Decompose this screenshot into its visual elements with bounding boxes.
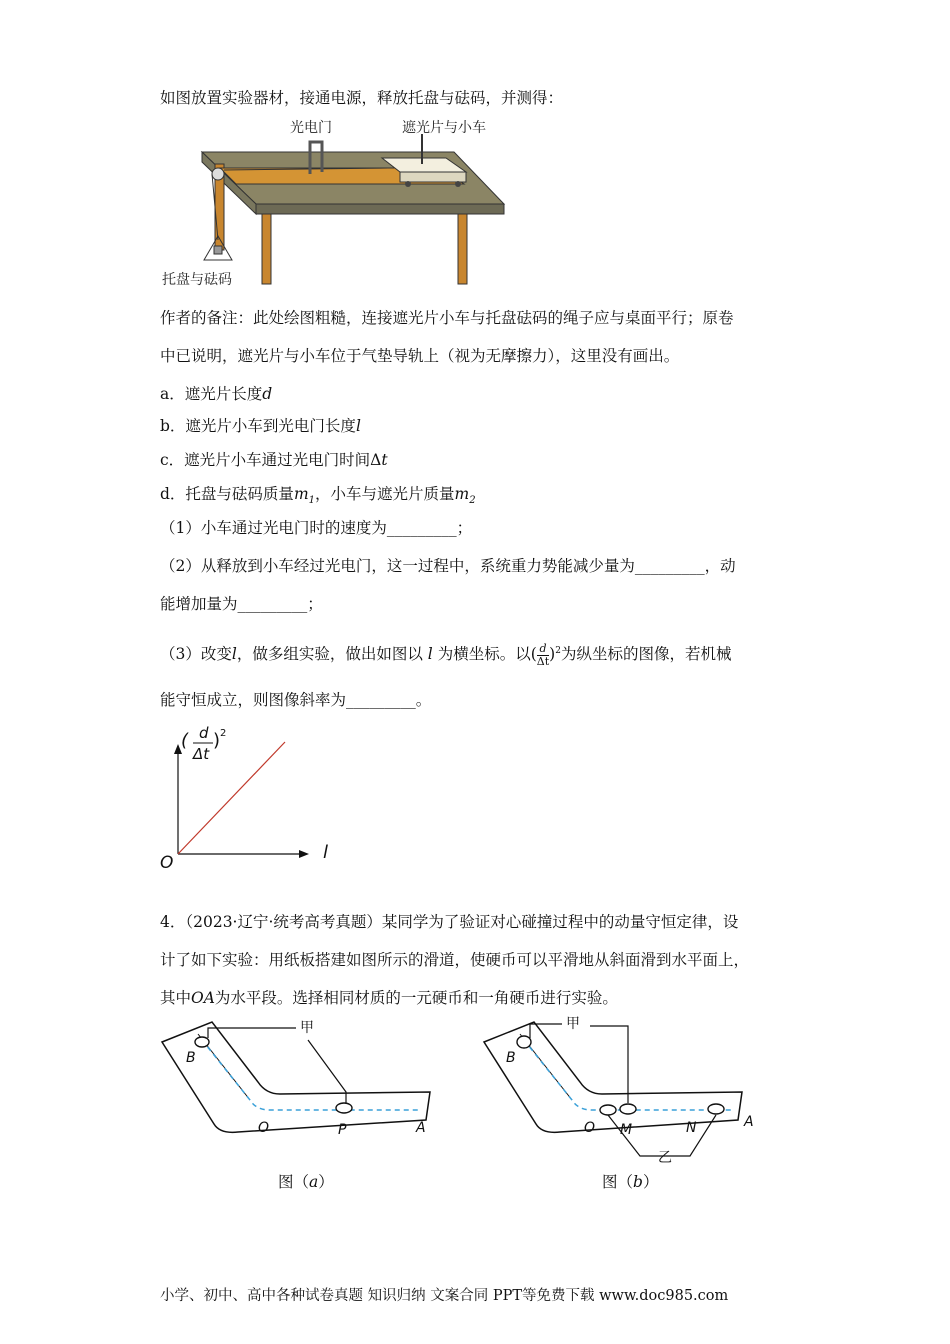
q3-frac-num: d bbox=[537, 643, 549, 656]
question-1: （1）小车通过光电门时的速度为_________； bbox=[160, 519, 473, 537]
graph-origin: O bbox=[160, 853, 174, 873]
q3-part-3: 为横坐标。以 bbox=[437, 645, 531, 664]
note-line-1: 作者的备注：此处绘图粗糙，连接遮光片小车与托盘砝码的绳子应与桌面平行；原卷 bbox=[160, 309, 734, 327]
q3-frac-den: Δt bbox=[536, 654, 550, 668]
fig-a-O: O bbox=[258, 1120, 270, 1136]
fig-b-yi: 乙 bbox=[658, 1150, 672, 1166]
fig-b-cap-var: b bbox=[633, 1173, 643, 1191]
item-c-var: t bbox=[381, 451, 388, 469]
question-2-line-2: 能增加量为_________； bbox=[160, 595, 323, 613]
item-d-var1: m bbox=[293, 485, 309, 503]
item-b-text: b．遮光片小车到光电门长度 bbox=[160, 417, 356, 435]
q3-part-1: （3）改变 bbox=[160, 645, 232, 664]
fig-b-O: O bbox=[584, 1120, 596, 1136]
item-b-var: l bbox=[355, 417, 361, 435]
fig-b-jia: 甲 bbox=[566, 1016, 580, 1032]
q3-exp: 2 bbox=[555, 646, 561, 656]
item-a-text: a．遮光片长度 bbox=[160, 385, 263, 403]
q4-l3-var: OA bbox=[191, 989, 215, 1007]
tray-label: 托盘与砝码 bbox=[162, 272, 232, 288]
fig-a-cap-pre: 图（ bbox=[278, 1173, 310, 1191]
fig-b-N: N bbox=[686, 1120, 697, 1136]
item-d-sub2: 2 bbox=[469, 495, 476, 507]
figure-b bbox=[480, 1016, 770, 1166]
figure-b-caption bbox=[602, 1172, 658, 1192]
apparatus-figure bbox=[160, 112, 520, 292]
graph-x-label: l bbox=[323, 842, 329, 863]
question-3-line-1: （3）改变l，做多组实验，做出如图以 l 为横坐标。以( $\frac{d}{\Delta t}$ )$^2$为纵坐标的图像，若机械 bbox=[160, 641, 732, 668]
q4-l3-pre: 其中 bbox=[160, 989, 192, 1007]
fig-b-B: B bbox=[506, 1050, 516, 1066]
fig-a-A: A bbox=[416, 1120, 426, 1136]
fig-b-cap-pre: 图（ bbox=[602, 1173, 634, 1191]
q3-var-l-2: l bbox=[427, 645, 433, 664]
item-d-var2: m bbox=[454, 485, 470, 503]
q3-part-2: ，做多组实验，做出如图以 bbox=[236, 645, 423, 664]
question-2-line-1: （2）从释放到小车经过光电门，这一过程中，系统重力势能减少量为_________，动 bbox=[160, 557, 736, 575]
question-3-line-2: 能守恒成立，则图像斜率为_________。 bbox=[160, 691, 432, 709]
fig-a-jia: 甲 bbox=[300, 1020, 314, 1036]
graph-y-num: d bbox=[199, 724, 209, 742]
fig-b-cap-post: ） bbox=[642, 1173, 659, 1191]
item-c-text: c．遮光片小车通过光电门时间Δ bbox=[160, 451, 382, 469]
footer-text: 小学、初中、高中各种试卷真题 知识归纳 文案合同 PPT等免费下载 www.doc985.com bbox=[160, 1288, 729, 1304]
figure-a-caption bbox=[278, 1172, 334, 1192]
q3-fraction bbox=[537, 643, 549, 668]
linear-graph bbox=[155, 724, 345, 874]
item-d-text2: ，小车与遮光片质量 bbox=[315, 485, 455, 503]
question-4-line-1: 4．（2023·辽宁·统考高考真题）某同学为了验证对心碰撞过程中的动量守恒定律，设 bbox=[160, 913, 739, 931]
fig-b-A: A bbox=[744, 1114, 754, 1130]
svg-text:): ) bbox=[213, 730, 221, 751]
fig-a-P: P bbox=[338, 1122, 347, 1138]
item-a-var: d bbox=[262, 385, 273, 403]
graph-y-den: Δt bbox=[193, 745, 210, 763]
question-4-line-2: 计了如下实验：用纸板搭建如图所示的滑道，使硬币可以平滑地从斜面滑到水平面上， bbox=[160, 951, 750, 969]
figure-a bbox=[158, 1020, 438, 1140]
fig-a-B: B bbox=[186, 1050, 196, 1066]
item-d-text1: d．托盘与砝码质量 bbox=[160, 485, 294, 503]
fig-a-cap-var: a bbox=[309, 1173, 319, 1191]
graph-y-exp: 2 bbox=[220, 728, 227, 739]
q4-l3-post: 为水平段。选择相同材质的一元硬币和一角硬币进行实验。 bbox=[214, 989, 618, 1007]
item-d bbox=[160, 484, 476, 511]
svg-text:(: ( bbox=[181, 730, 189, 751]
question-4-line-3 bbox=[160, 988, 618, 1008]
cart-label: 遮光片与小车 bbox=[402, 120, 486, 136]
item-b bbox=[160, 416, 361, 436]
fig-a-cap-post: ） bbox=[318, 1173, 334, 1191]
note-line-2: 中已说明，遮光片与小车位于气垫导轨上（视为无摩擦力），这里没有画出。 bbox=[160, 347, 680, 365]
intro-text: 如图放置实验器材，接通电源，释放托盘与砝码，并测得： bbox=[160, 89, 564, 107]
gate-label: 光电门 bbox=[290, 120, 332, 136]
item-d-sub1: 1 bbox=[308, 495, 316, 507]
fig-b-M: M bbox=[620, 1122, 633, 1138]
item-a bbox=[160, 384, 272, 404]
q3-var-l: l bbox=[231, 645, 237, 664]
item-c bbox=[160, 450, 388, 470]
q3-part-4: 为纵坐标的图像，若机械 bbox=[560, 645, 732, 664]
